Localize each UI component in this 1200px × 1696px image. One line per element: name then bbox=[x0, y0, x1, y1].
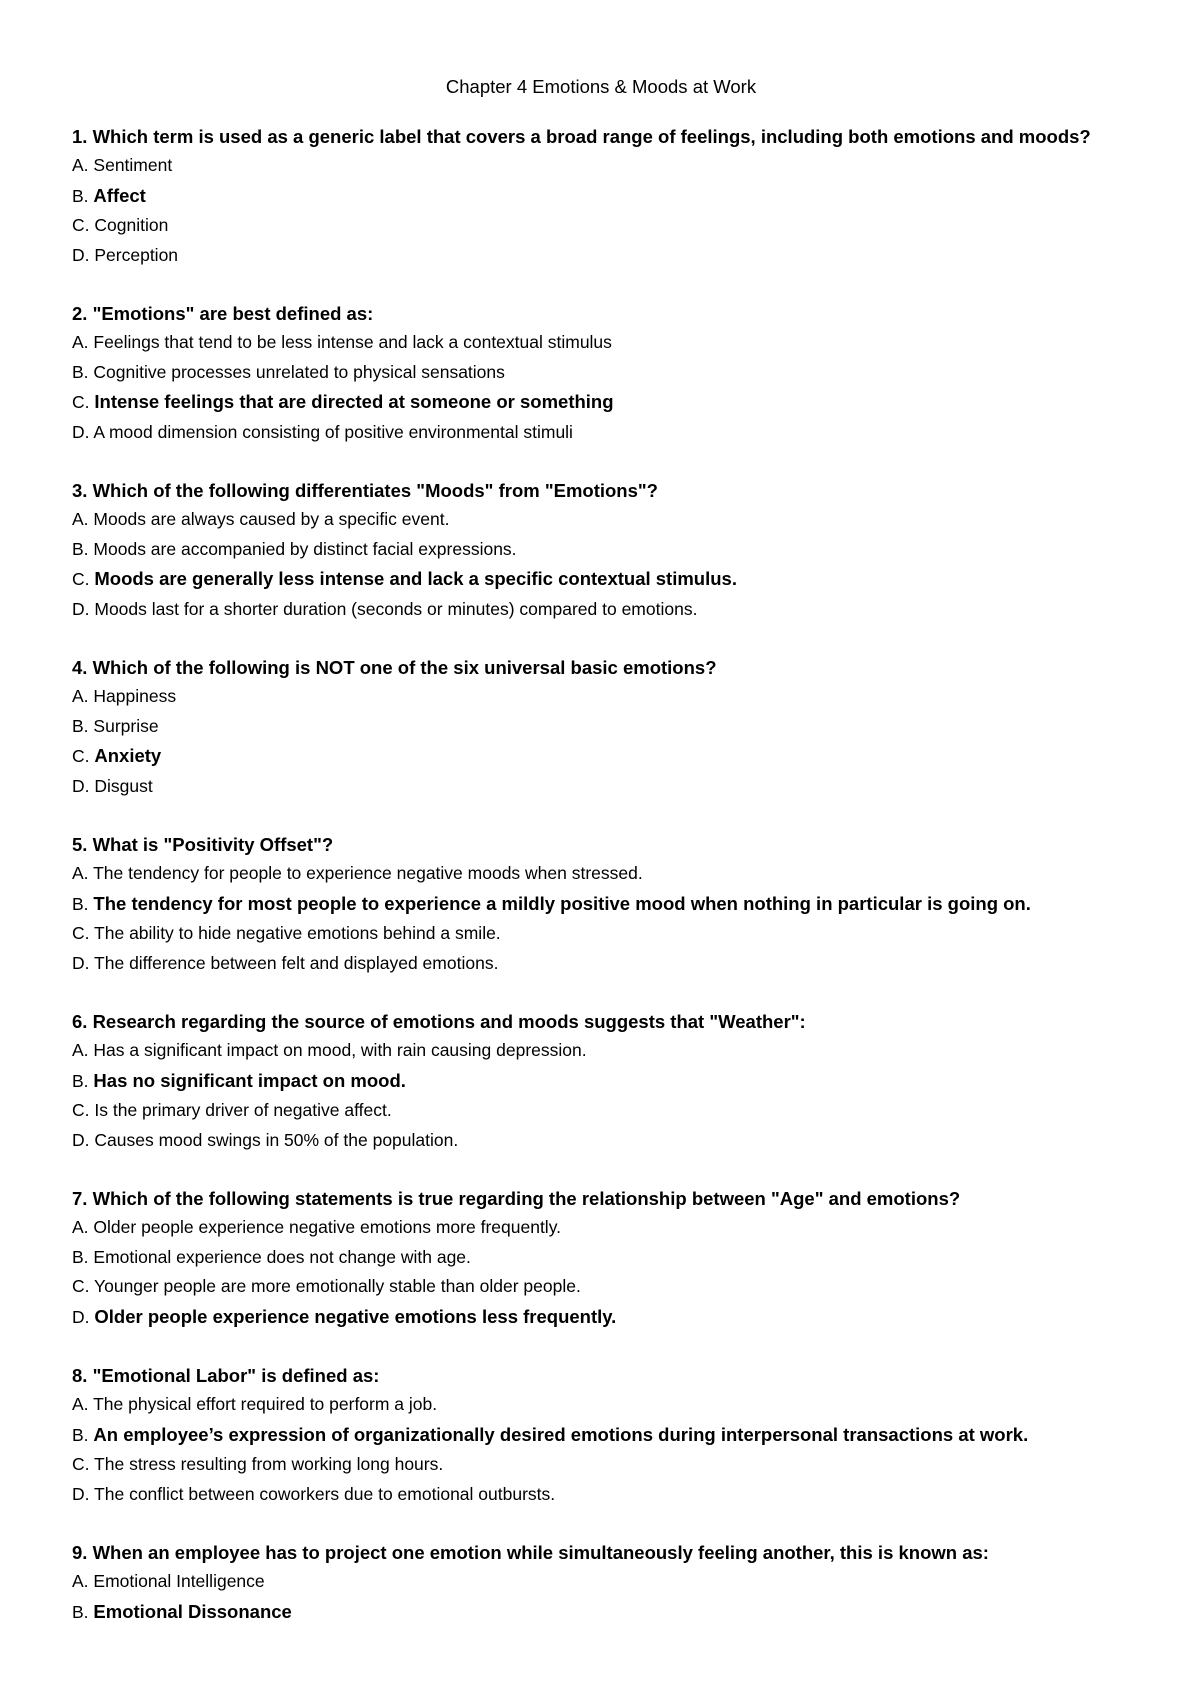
option-text: The ability to hide negative emotions behind a smile. bbox=[94, 923, 501, 943]
answer-option bbox=[72, 358, 1130, 388]
option-letter: C. bbox=[72, 1276, 90, 1296]
option-text: Emotional Dissonance bbox=[93, 1600, 292, 1622]
question-block bbox=[72, 1361, 1130, 1509]
option-letter: B. bbox=[72, 1246, 89, 1267]
answer-option bbox=[72, 505, 1130, 535]
option-text: Cognitive processes unrelated to physical sensations bbox=[93, 361, 505, 382]
answer-option bbox=[72, 1096, 1130, 1126]
option-letter: C. bbox=[72, 1454, 90, 1474]
question-block bbox=[72, 476, 1130, 624]
option-text: Cognition bbox=[94, 215, 169, 235]
option-letter: D. bbox=[72, 1306, 90, 1327]
question-block bbox=[72, 830, 1130, 978]
option-text: Emotional experience does not change with age. bbox=[93, 1246, 471, 1267]
answer-option-correct bbox=[72, 741, 1130, 772]
option-letter: D. bbox=[72, 952, 90, 973]
question-text: 2. "Emotions" are best defined as: bbox=[72, 303, 374, 324]
answer-option bbox=[72, 535, 1130, 565]
answer-option bbox=[72, 595, 1130, 625]
answer-option-correct bbox=[72, 564, 1130, 595]
option-letter: B. bbox=[72, 361, 89, 382]
answer-option bbox=[72, 682, 1130, 712]
option-text: A mood dimension consisting of positive environmental stimuli bbox=[93, 421, 573, 442]
answer-option bbox=[72, 1450, 1130, 1480]
question-text: 7. Which of the following statements is true regarding the relationship between "Age" and emotions? bbox=[72, 1188, 961, 1209]
option-text: Has a significant impact on mood, with rain causing depression. bbox=[93, 1040, 587, 1060]
option-letter: C. bbox=[72, 1100, 90, 1120]
option-letter: D. bbox=[72, 421, 90, 442]
answer-option bbox=[72, 712, 1130, 742]
option-letter: C. bbox=[72, 215, 90, 235]
answer-option-correct bbox=[72, 387, 1130, 418]
option-text: Intense feelings that are directed at someone or something bbox=[94, 391, 614, 412]
answer-option bbox=[72, 211, 1130, 241]
option-text: The tendency for people to experience negative moods when stressed. bbox=[93, 863, 643, 883]
question-text: 4. Which of the following is NOT one of the six universal basic emotions? bbox=[72, 657, 717, 678]
question-block bbox=[72, 1184, 1130, 1332]
answer-option-correct bbox=[72, 1302, 1130, 1333]
option-text: Moods are always caused by a specific event. bbox=[93, 509, 450, 529]
option-text: An employee’s expression of organizationally desired emotions during interpersonal transactions at work. bbox=[93, 1423, 1029, 1445]
answer-option-correct bbox=[72, 181, 1130, 212]
option-letter: A. bbox=[72, 1040, 89, 1060]
option-text: Younger people are more emotionally stable than older people. bbox=[94, 1276, 581, 1296]
answer-option bbox=[72, 859, 1130, 889]
option-text: The physical effort required to perform a job. bbox=[93, 1394, 438, 1414]
option-text: The stress resulting from working long hours. bbox=[94, 1454, 444, 1474]
option-letter: C. bbox=[72, 746, 90, 766]
question-list bbox=[72, 122, 1130, 1627]
option-text: Moods last for a shorter duration (seconds or minutes) compared to emotions. bbox=[94, 598, 698, 619]
option-text: Older people experience negative emotions more frequently. bbox=[93, 1217, 562, 1237]
option-letter: A. bbox=[72, 509, 89, 529]
question-block bbox=[72, 122, 1130, 270]
option-text: Feelings that tend to be less intense and lack a contextual stimulus bbox=[93, 332, 612, 352]
option-letter: A. bbox=[72, 332, 89, 352]
option-text: Happiness bbox=[93, 686, 177, 706]
option-text: Anxiety bbox=[94, 745, 162, 766]
answer-option bbox=[72, 1480, 1130, 1510]
answer-option bbox=[72, 1036, 1130, 1066]
question-block bbox=[72, 1538, 1130, 1627]
option-letter: A. bbox=[72, 1571, 89, 1591]
question-block bbox=[72, 1007, 1130, 1155]
option-text: Is the primary driver of negative affect. bbox=[94, 1100, 392, 1120]
option-text: Disgust bbox=[94, 775, 153, 796]
option-text: The conflict between coworkers due to emotional outbursts. bbox=[94, 1483, 556, 1504]
answer-option-correct bbox=[72, 1420, 1130, 1451]
option-text: Emotional Intelligence bbox=[93, 1571, 265, 1591]
question-text: 3. Which of the following differentiates "Moods" from "Emotions"? bbox=[72, 480, 658, 501]
document-title: Chapter 4 Emotions & Moods at Work bbox=[445, 76, 757, 97]
option-text: Perception bbox=[94, 244, 179, 265]
option-letter: D. bbox=[72, 1129, 90, 1150]
option-letter: B. bbox=[72, 893, 89, 914]
option-letter: B. bbox=[72, 1070, 89, 1091]
option-letter: A. bbox=[72, 1394, 89, 1414]
option-letter: A. bbox=[72, 686, 89, 706]
answer-option bbox=[72, 1390, 1130, 1420]
option-letter: A. bbox=[72, 1217, 89, 1237]
option-letter: B. bbox=[72, 185, 89, 206]
option-text: Causes mood swings in 50% of the population. bbox=[94, 1129, 459, 1150]
answer-option bbox=[72, 241, 1130, 271]
answer-option-correct bbox=[72, 1066, 1130, 1097]
option-letter: D. bbox=[72, 244, 90, 265]
option-text: Has no significant impact on mood. bbox=[93, 1069, 406, 1091]
answer-option bbox=[72, 151, 1130, 181]
option-text: Moods are generally less intense and lack a specific contextual stimulus. bbox=[94, 568, 737, 589]
question-text: 5. What is "Positivity Offset"? bbox=[72, 834, 334, 855]
option-letter: C. bbox=[72, 569, 90, 589]
question-block bbox=[72, 299, 1130, 447]
answer-option bbox=[72, 1126, 1130, 1156]
option-letter: D. bbox=[72, 598, 90, 619]
question-text: 6. Research regarding the source of emotions and moods suggests that "Weather": bbox=[72, 1011, 806, 1032]
answer-option bbox=[72, 919, 1130, 949]
answer-option bbox=[72, 949, 1130, 979]
option-letter: D. bbox=[72, 1483, 90, 1504]
option-text: Surprise bbox=[93, 715, 159, 736]
answer-option bbox=[72, 1567, 1130, 1597]
option-text: Affect bbox=[93, 184, 146, 206]
answer-option-correct bbox=[72, 1597, 1130, 1628]
option-letter: D. bbox=[72, 775, 90, 796]
option-text: The tendency for most people to experience a mildly positive mood when nothing in particular is going on. bbox=[93, 892, 1031, 914]
option-letter: C. bbox=[72, 923, 90, 943]
option-text: Older people experience negative emotions less frequently. bbox=[94, 1305, 617, 1327]
answer-option bbox=[72, 328, 1130, 358]
answer-option bbox=[72, 1213, 1130, 1243]
question-text: 1. Which term is used as a generic label that covers a broad range of feelings, including both emotions and moods? bbox=[72, 126, 1091, 147]
option-letter: C. bbox=[72, 392, 90, 412]
answer-option bbox=[72, 1243, 1130, 1273]
answer-option bbox=[72, 1272, 1130, 1302]
question-text: 9. When an employee has to project one emotion while simultaneously feeling another, this is known as: bbox=[72, 1542, 989, 1563]
option-letter: A. bbox=[72, 155, 89, 175]
answer-option-correct bbox=[72, 889, 1130, 920]
question-text: 8. "Emotional Labor" is defined as: bbox=[72, 1365, 380, 1386]
option-letter: B. bbox=[72, 1424, 89, 1445]
option-text: The difference between felt and displayed emotions. bbox=[94, 952, 499, 973]
option-letter: B. bbox=[72, 538, 89, 559]
option-letter: B. bbox=[72, 715, 89, 736]
option-text: Sentiment bbox=[93, 155, 173, 175]
option-text: Moods are accompanied by distinct facial expressions. bbox=[93, 538, 517, 559]
option-letter: B. bbox=[72, 1601, 89, 1622]
option-letter: A. bbox=[72, 863, 89, 883]
answer-option bbox=[72, 772, 1130, 802]
question-block bbox=[72, 653, 1130, 801]
answer-option bbox=[72, 418, 1130, 448]
